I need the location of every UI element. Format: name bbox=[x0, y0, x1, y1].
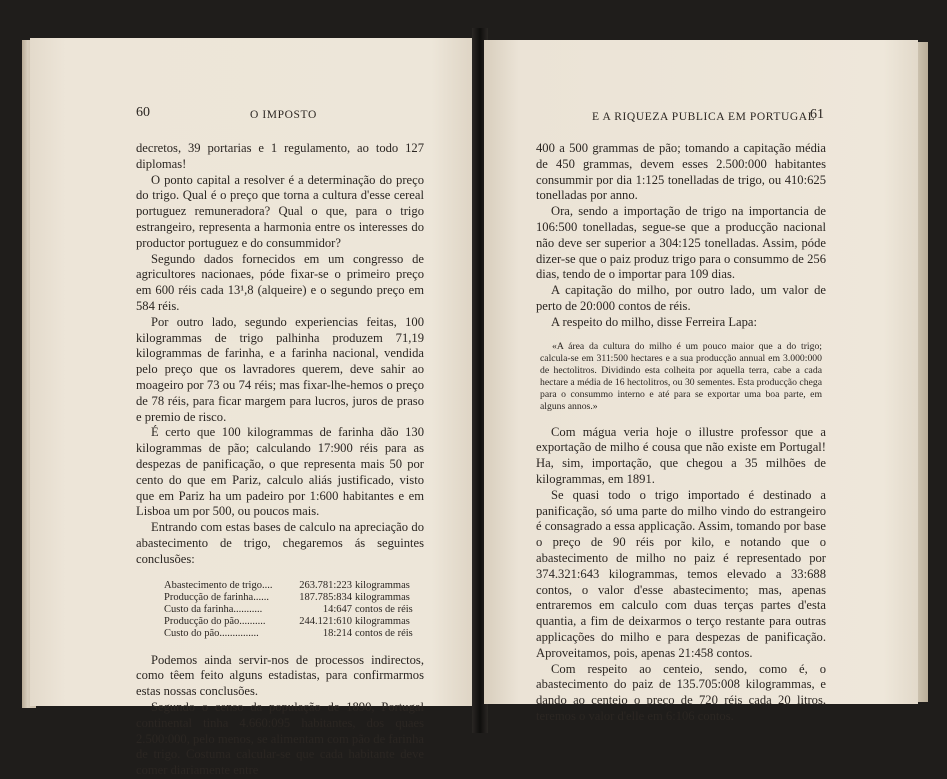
stat-row bbox=[164, 628, 424, 640]
paragraph: Se quasi todo o trigo importado é destinado a panificação, só uma parte do milho vindo do estrangeiro é consagrado a essa applicação. Assim, tomando por base o preço de 90 réis por kilo, e notando que o abastecimento de milho no paiz é representado por 374.321:643 kilogrammas, temos elevado a 33:688 contos, o valor d'esse abastecimento; mas, apenas entraremos em calculo com duas terças partes d'esta quantia, a fim de deixarmos o terço restante para outras applicações do milho e para despezas de panificação. Aproveitamos, pois, apenas 21:458 contos. bbox=[536, 487, 826, 660]
stat-value: 244.121:610 bbox=[299, 616, 352, 628]
paragraph: A respeito do milho, disse Ferreira Lapa: bbox=[551, 314, 757, 329]
paragraph: A capitação do milho, por outro lado, um valor de perto de 20:000 contos de réis. bbox=[536, 283, 826, 313]
quote-text: «A área da cultura do milho é um pouco maior que a do trigo; calcula-se em 311:500 hectares e a sua producção annual em 3.000:000 de hectolitros. Dividindo esta colheita por aquella terra, cabe a cada hectare a média de 16 hectolitros, ou 30 sementes. Esta producção chega para o consummo interno e até para se exportar uma boa parte, em alguns annos.» bbox=[540, 340, 822, 412]
right-running-header: E A RIQUEZA PUBLICA EM PORTUGAL bbox=[592, 111, 816, 123]
stat-value: 18:214 bbox=[322, 628, 352, 640]
supply-statistics-table bbox=[164, 580, 424, 641]
left-page-number: 60 bbox=[136, 105, 150, 120]
stat-label: Abastecimento de trigo.... bbox=[164, 579, 273, 591]
stat-row bbox=[164, 616, 424, 628]
paragraph: Entrando com estas bases de calculo na apreciação do abastecimento de trigo, chegaremos ás seguintes conclusões: bbox=[136, 520, 424, 566]
stat-row bbox=[164, 604, 424, 616]
paragraph: Podemos ainda servir-nos de processos indirectos, como têem feito alguns estadistas, para confirmarmos estas nossas conclusões. bbox=[136, 652, 424, 699]
stat-label: Custo do pão............... bbox=[164, 628, 259, 640]
stat-value: 14:647 bbox=[322, 603, 352, 615]
stat-unit: kilogrammas bbox=[355, 591, 410, 603]
stat-value: 263.781:223 bbox=[299, 579, 352, 591]
paragraph: Ora, sendo a importação de trigo na importancia de 106:500 tonelladas, segue-se que a producção nacional não deve ser superior a 304:125 tonelladas. Assim, póde dizer-se que o paiz produz trigo para o consummo de 256 dias, tendo de o importar para 109 dias. bbox=[536, 204, 826, 282]
stat-value: 187.785:834 bbox=[299, 591, 352, 603]
left-page bbox=[30, 38, 476, 778]
paragraph: Com respeito ao centeio, sendo, como é, o abastecimento do paiz de 135.705:008 kilogrammas, e dando ao centeio o preço de 720 réis cada 20 litros, teremos o valor d'elle em 6:106 contos. bbox=[536, 661, 826, 723]
paragraph: O ponto capital a resolver é a determinação do preço do trigo. Qual é o preço que torna a cultura d'esse cereal portuguez remuneradora? Qual o que, para o trigo estrangeiro, representa a harmonia entre os interesses do productor portuguez e do consummidor? bbox=[136, 172, 424, 250]
paragraph: Com mágua veria hoje o illustre professor que a exportação de milho é cousa que não existe em Portugal! Ha, sim, importação, que chegou a 35 milhões de kilogrammas, em 1891. bbox=[536, 424, 826, 486]
paragraph: decretos, 39 portarias e 1 regulamento, ao todo 127 diplomas! bbox=[136, 141, 424, 171]
left-running-header: O IMPOSTO bbox=[250, 109, 317, 121]
paragraph: Segundo o censo da população de 1890, Portugal continental tinha 4.660:095 habitantes, dos quaes 2.500:000, pelo menos, se alimentam com pão de farinha de trigo. Costuma calcular-se que cada habitante deve comer diariamente entre bbox=[136, 699, 424, 778]
stat-unit: contos de réis bbox=[355, 628, 413, 640]
right-page bbox=[484, 40, 918, 723]
paragraph: Por outro lado, segundo experiencias feitas, 100 kilogrammas de trigo palhinha produzem 71,19 kilogrammas de farinha, e a farinha nacional, vendida pelo preço que os lavradores querem, deve sahir ao moageiro por 73 ou 74 réis; mas fixar-lhe-hemos o preço de 78 réis, para ficar margem para lucros, juros de praso e premio de risco. bbox=[136, 314, 424, 424]
stat-unit: contos de réis bbox=[355, 603, 413, 615]
paragraph: É certo que 100 kilogrammas de farinha dão 130 kilogrammas de pão; calculando 17:900 réis para as despezas de panificação, o que representa mais 50 por cento do que em Pariz, calculo aliás justificado, visto que em Pariz ha um padeiro por 1:600 habitantes e em Lisboa um por 500, ou poucos mais. bbox=[136, 425, 424, 519]
stat-row bbox=[164, 580, 424, 592]
ferreira-lapa-quote bbox=[540, 341, 822, 413]
paragraph: Segundo dados fornecidos em um congresso de agricultores nacionaes, póde fixar-se o primeiro preço em 600 réis cada 13¹,8 (alqueire) e o segundo preço em 584 réis. bbox=[136, 251, 424, 313]
right-page-text bbox=[536, 141, 826, 725]
stat-unit: kilogrammas bbox=[355, 579, 410, 591]
right-page-number: 61 bbox=[810, 107, 824, 122]
paragraph: 400 a 500 grammas de pão; tomando a capitação média de 450 grammas, devem esses 2.500:000 habitantes consummir por dia 1:125 tonelladas de trigo, ou 410:625 tonelladas por anno. bbox=[536, 141, 826, 203]
left-page-text bbox=[136, 141, 424, 779]
stat-row bbox=[164, 592, 424, 604]
stat-label: Producção de farinha...... bbox=[164, 591, 269, 603]
stat-label: Custo da farinha........... bbox=[164, 603, 263, 615]
stat-label: Producção do pão.......... bbox=[164, 616, 266, 628]
stat-unit: kilogrammas bbox=[355, 616, 410, 628]
